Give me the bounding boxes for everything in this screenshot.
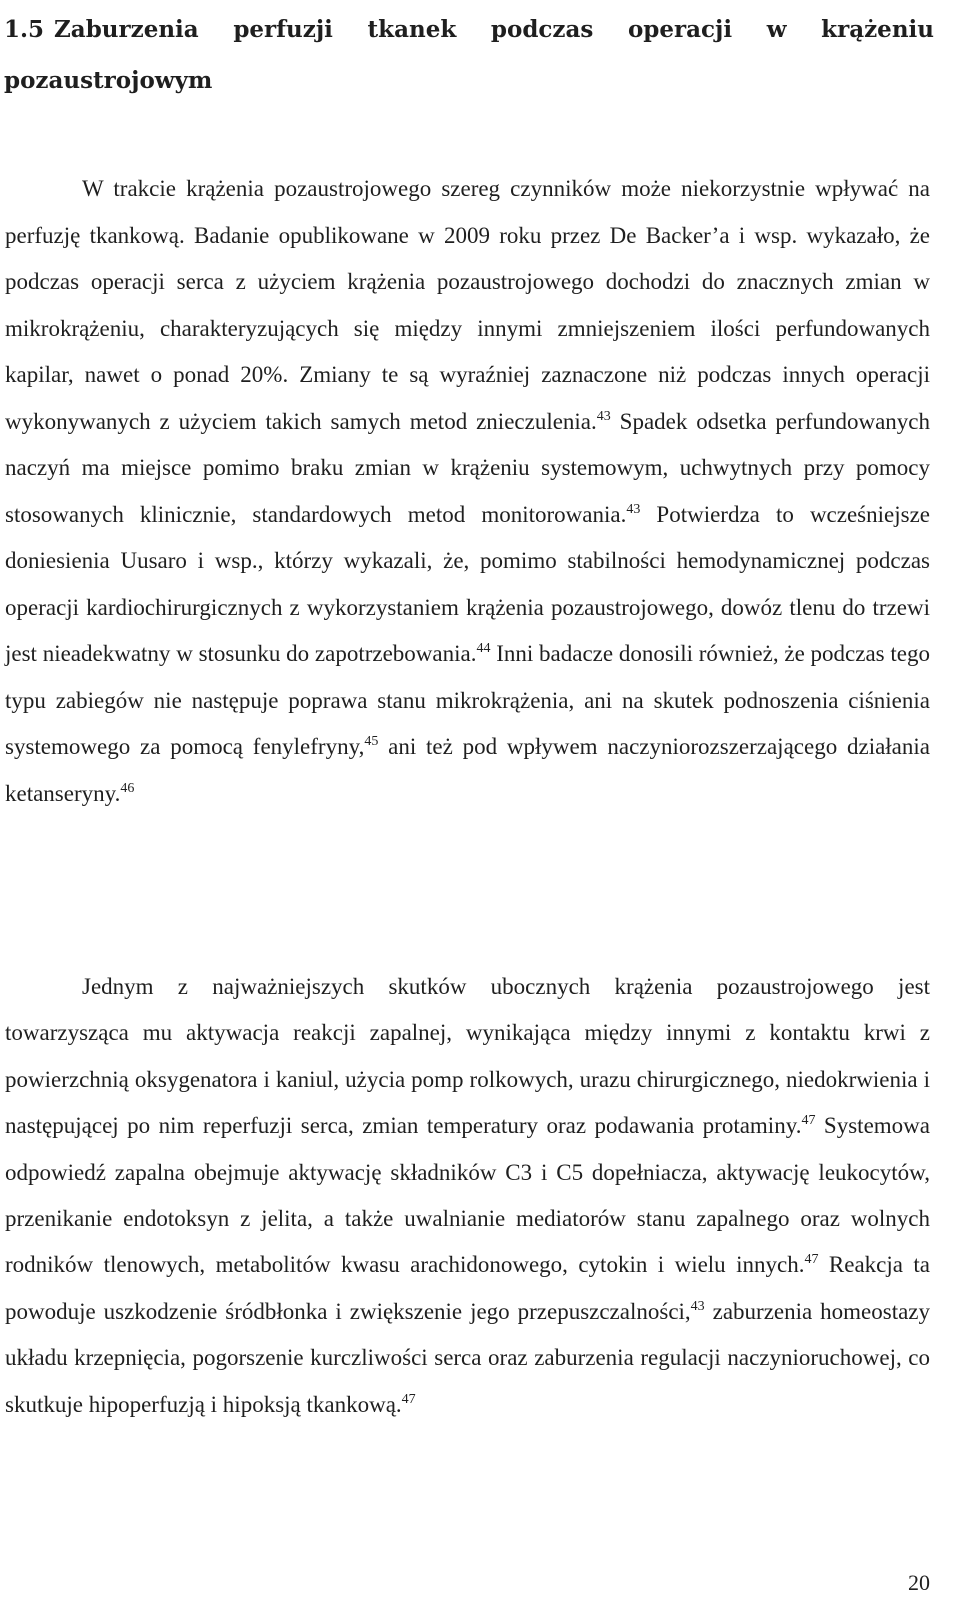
citation-ref: 43 xyxy=(690,1298,705,1314)
paragraph-text: W trakcie krążenia pozaustrojowego szereg czynników może niekorzystnie wpływać na perfuzję tkankową. Badanie opublikowane w 2009 roku przez De Backer’a i wsp. wykazało, że podczas operacji serca z użyciem krążenia pozaustrojowego dochodzi do znacznych zmian w mikrokrążeniu, charakteryzujących się między innymi zmniejszeniem ilości perfundowanych kapilar, nawet o ponad 20%. Zmiany te są wyraźniej zaznaczone niż podczas innych operacji wykonywanych z użyciem takich samych metod znieczulenia. xyxy=(5,176,930,434)
citation-ref: 43 xyxy=(626,501,641,517)
paragraph-text: Inni badacze donosili również, że podczas tego typu zabiegów nie następuje poprawa stanu mikrokrążenia, ani na skutek podnoszenia ciśnienia systemowego za pomocą fenylefryny, xyxy=(5,641,930,759)
section-number: 1.5 xyxy=(4,16,45,43)
paragraph-text: Reakcja ta powoduje uszkodzenie śródbłonka i zwiększenie jego przepuszczalności, xyxy=(5,1252,930,1324)
paragraph-text: Systemowa odpowiedź zapalna obejmuje aktywację składników C3 i C5 dopełniacza, aktywację leukocytów, przenikanie endotoksyn z jelita, a także uwalnianie mediatorów stanu zapalnego oraz wolnych rodników tlenowych, metabolitów kwasu arachidonowego, cytokin i wielu innych. xyxy=(5,1113,930,1278)
citation-ref: 46 xyxy=(120,780,135,796)
paragraph-perfusion xyxy=(5,166,930,817)
citation-ref: 44 xyxy=(476,641,491,656)
citation-ref: 47 xyxy=(801,1113,816,1129)
paragraph-text: ani też pod wpływem naczyniorozszerzającego działania ketanseryny. xyxy=(5,734,930,806)
paragraph-text: Potwierdza to wcześniejsze doniesienia Uusaro i wsp., którzy wykazali, że, pomimo stabilności hemodynamicznej podczas operacji kardiochirurgicznych z wykorzystaniem krążenia pozaustrojowego, dowóz tlenu do trzewi jest nieadekwatny w stosunku do zapotrzebowania. xyxy=(5,501,930,666)
paragraph-text: Spadek odsetka perfundowanych naczyń ma miejsce pomimo braku zmian w krążeniu systemowym, uchwytnych przy pomocy stosowanych klinicznie, standardowych metod monitorowania. xyxy=(5,408,930,527)
paragraph-text: zaburzenia homeostazy układu krzepnięcia, pogorszenie kurczliwości serca oraz zaburzenia regulacji naczynioruchowej, co skutkuje hipoperfuzją i hipoksją tkankową. xyxy=(5,1298,931,1417)
page-number: 20 xyxy=(908,1570,930,1595)
paragraph-inflammation xyxy=(5,964,930,1428)
citation-ref: 47 xyxy=(804,1252,819,1268)
section-title: Zaburzenia perfuzji tkanek podczas operacji w krążeniu pozaustrojowym xyxy=(4,16,934,94)
citation-ref: 43 xyxy=(596,408,611,424)
citation-ref: 45 xyxy=(364,734,379,749)
paragraph-text: Jednym z najważniejszych skutków ubocznych krążenia pozaustrojowego jest towarzysząca mu aktywacja reakcji zapalnej, wynikająca między innymi z kontaktu krwi z powierzchnią oksygenatora i kaniul, użycia pomp rolkowych, urazu chirurgicznego, niedokrwienia i następującej po nim reperfuzji serca, zmian temperatury oraz podawania protaminy. xyxy=(5,974,930,1139)
section-heading xyxy=(4,4,934,106)
citation-ref: 47 xyxy=(401,1391,416,1407)
